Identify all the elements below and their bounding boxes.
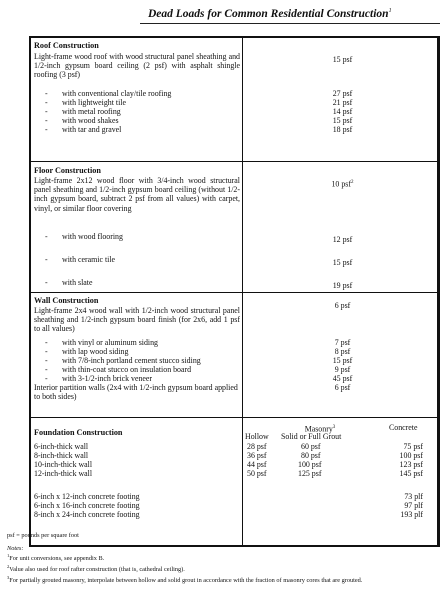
wall-heading: Wall Construction bbox=[34, 296, 99, 305]
solid-grout-header: Solid or Full Grout bbox=[281, 432, 342, 441]
list-dash: - bbox=[45, 365, 48, 374]
foundation-section bbox=[31, 418, 437, 545]
concrete-value: 145 psf bbox=[399, 469, 423, 478]
list-dash: - bbox=[45, 278, 48, 287]
wall-item-value: 7 psf bbox=[334, 338, 351, 347]
interior-partition-label: Interior partition walls (2x4 with 1/2-inch gypsum board applied to both sides) bbox=[34, 383, 238, 402]
wall-item-label: with 7/8-inch portland cement stucco siding bbox=[62, 356, 201, 365]
floor-base-value bbox=[243, 178, 442, 189]
psf-definition: psf = pounds per square foot bbox=[7, 532, 79, 539]
foundation-wall-label: 10-inch-thick wall bbox=[34, 460, 93, 469]
hollow-value: 28 psf bbox=[247, 442, 267, 451]
list-dash: - bbox=[45, 356, 48, 365]
footing-value: 97 plf bbox=[404, 501, 423, 510]
roof-item-value: 15 psf bbox=[332, 116, 353, 125]
solid-value: 125 psf bbox=[298, 469, 322, 478]
wall-item-value: 8 psf bbox=[334, 347, 351, 356]
list-dash: - bbox=[45, 107, 48, 116]
wall-item-label: with thin-coat stucco on insulation board bbox=[62, 365, 192, 374]
hollow-value: 36 psf bbox=[247, 451, 267, 460]
roof-item-label: with conventional clay/tile roofing bbox=[62, 89, 172, 98]
footnote-1-text: For unit conversions, see appendix B. bbox=[9, 555, 105, 563]
footnotes bbox=[7, 532, 437, 584]
footnote-1-mark: 1 bbox=[7, 553, 10, 559]
floor-item-label: with ceramic tile bbox=[62, 255, 116, 264]
page-title bbox=[148, 8, 438, 20]
floor-description: Light-frame 2x12 wood floor with 3/4-inch wood structural panel sheathing and 1/2-inch gypsum board ceiling (without 1/2-inch gypsum board, subtract 2 psf from all values) with carpet, vinyl, or similar floor covering bbox=[34, 176, 240, 213]
list-dash: - bbox=[45, 347, 48, 356]
roof-section bbox=[31, 38, 437, 162]
foundation-wall-label: 12-inch-thick wall bbox=[34, 469, 93, 478]
footing-label: 6-inch x 12-inch concrete footing bbox=[34, 492, 140, 501]
concrete-value: 123 psf bbox=[399, 460, 423, 469]
roof-item-label: with tar and gravel bbox=[62, 125, 122, 134]
wall-item-label: with 3-1/2-inch brick veneer bbox=[62, 374, 153, 383]
foundation-wall-label: 8-inch-thick wall bbox=[34, 451, 89, 460]
wall-description: Light-frame 2x4 wood wall with 1/2-inch wood structural panel sheathing and 1/2-inch gypsum board finish (for 2x6, add 1 psf to all values) bbox=[34, 306, 240, 334]
footnote-3 bbox=[7, 574, 437, 585]
roof-item-value: 27 psf bbox=[332, 89, 353, 98]
list-dash: - bbox=[45, 98, 48, 107]
roof-item-value: 18 psf bbox=[332, 125, 353, 134]
foundation-wall-label: 6-inch-thick wall bbox=[34, 442, 89, 451]
roof-description: Light-frame wood roof with wood structural panel sheathing and 1/2-inch gypsum board ceiling (2 psf) with asphalt shingle roofing (3 psf) bbox=[34, 52, 240, 80]
list-dash: - bbox=[45, 338, 48, 347]
roof-item-label: with lightweight tile bbox=[62, 98, 126, 107]
concrete-value: 75 psf bbox=[403, 442, 423, 451]
floor-item-label: with wood flooring bbox=[62, 232, 123, 241]
wall-item-value: 15 psf bbox=[332, 356, 353, 365]
floor-item-value: 19 psf bbox=[332, 281, 353, 290]
footing-value: 73 plf bbox=[404, 492, 423, 501]
foundation-heading: Foundation Construction bbox=[34, 428, 123, 437]
list-dash: - bbox=[45, 89, 48, 98]
roof-item-value: 14 psf bbox=[332, 107, 353, 116]
footnote-3-text: For partially grouted masonry, interpolate between hollow and solid grout in accordance with the fraction of masonry cores that are grouted. bbox=[9, 576, 363, 584]
footnote-1 bbox=[7, 552, 437, 563]
footnote-2 bbox=[7, 563, 437, 574]
solid-value: 100 psf bbox=[298, 460, 322, 469]
footnote-2-mark: 2 bbox=[7, 563, 10, 569]
concrete-header: Concrete bbox=[389, 423, 418, 432]
wall-section bbox=[31, 293, 437, 418]
wall-base-value: 6 psf bbox=[334, 301, 351, 310]
roof-item-label: with wood shakes bbox=[62, 116, 119, 125]
roof-item-value: 21 psf bbox=[332, 98, 353, 107]
title-rule bbox=[140, 23, 440, 24]
column-divider bbox=[242, 418, 243, 545]
masonry-footnote-mark: 3 bbox=[332, 425, 336, 430]
dead-loads-table bbox=[29, 36, 440, 547]
wall-item-label: with lap wood siding bbox=[62, 347, 129, 356]
floor-section bbox=[31, 162, 437, 293]
hollow-header: Hollow bbox=[245, 432, 269, 441]
list-dash: - bbox=[45, 232, 48, 241]
footnote-2-text: Value also used for roof rafter construction (that is, cathedral ceiling). bbox=[9, 565, 185, 573]
footing-label: 6-inch x 16-inch concrete footing bbox=[34, 501, 140, 510]
hollow-value: 44 psf bbox=[247, 460, 267, 469]
solid-value: 60 psf bbox=[301, 442, 321, 451]
floor-item-label: with slate bbox=[62, 278, 93, 287]
roof-item-label: with metal roofing bbox=[62, 107, 121, 116]
list-dash: - bbox=[45, 116, 48, 125]
hollow-value: 50 psf bbox=[247, 469, 267, 478]
floor-base-value-text: 10 psf bbox=[331, 179, 351, 189]
list-dash: - bbox=[45, 374, 48, 383]
floor-footnote-mark: 2 bbox=[351, 180, 354, 185]
title-footnote-mark: 1 bbox=[388, 8, 392, 15]
floor-item-value: 15 psf bbox=[332, 258, 353, 267]
floor-heading: Floor Construction bbox=[34, 166, 101, 175]
wall-item-value: 9 psf bbox=[334, 365, 351, 374]
interior-partition-value: 6 psf bbox=[334, 383, 351, 392]
footing-label: 8-inch x 24-inch concrete footing bbox=[34, 510, 140, 519]
wall-item-value: 45 psf bbox=[332, 374, 353, 383]
page-title-text: Dead Loads for Common Residential Construction bbox=[148, 8, 389, 20]
solid-value: 80 psf bbox=[301, 451, 321, 460]
footnote-3-mark: 3 bbox=[7, 574, 10, 580]
notes-label: Notes: bbox=[7, 544, 24, 552]
floor-item-value: 12 psf bbox=[332, 235, 353, 244]
roof-base-value: 15 psf bbox=[332, 55, 353, 64]
list-dash: - bbox=[45, 255, 48, 264]
wall-item-label: with vinyl or aluminum siding bbox=[62, 338, 159, 347]
concrete-value: 100 psf bbox=[399, 451, 423, 460]
roof-heading: Roof Construction bbox=[34, 41, 99, 50]
footing-value: 193 plf bbox=[400, 510, 423, 519]
list-dash: - bbox=[45, 125, 48, 134]
masonry-header-text: Masonry bbox=[304, 424, 333, 434]
